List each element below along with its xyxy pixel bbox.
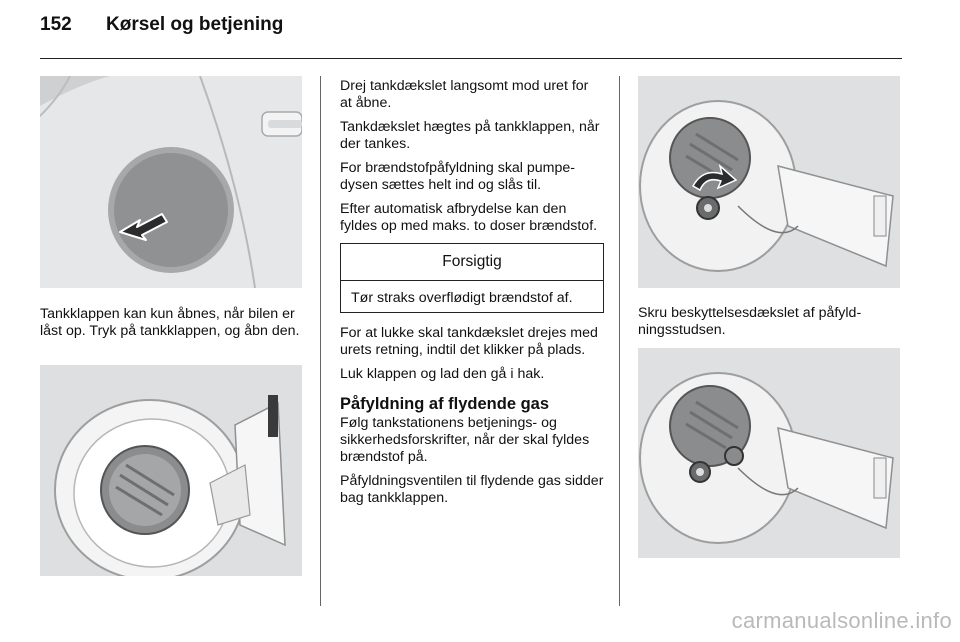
- fuel-flap-open-illustration: [40, 365, 302, 576]
- paragraph-nozzle: For brændstofpåfyldning skal pumpedysen sættes helt ind og slås til.: [340, 160, 576, 193]
- column-1-caption: [40, 306, 306, 347]
- paragraph-close-cap: For at lukke skal tankdækslet drejes med urets retning, indtil det klikker på plads.: [340, 325, 598, 358]
- lpg-valve-illustration: [638, 348, 900, 558]
- paragraph-turn-cap: Drej tankdækslet langsomt mod uret for at åbne.: [340, 78, 589, 111]
- caption-open-flap: Tankklappen kan kun åbnes, når bilen er låst op. Tryk på tankklappen, og åbn den.: [40, 306, 300, 339]
- page-header: [40, 14, 283, 36]
- footer-watermark-logo: carmanualsonline.info: [731, 608, 952, 633]
- header-rule: [40, 58, 902, 59]
- lpg-cap-removal-illustration: [638, 76, 900, 288]
- column-divider-2: [619, 76, 620, 606]
- paragraph-safety-rules: Følg tankstationens betjenings- og sikkerhedsforskrifter, når der skal fyldes brændstof på.: [340, 415, 590, 465]
- paragraph-lpg-valve: Påfyldningsventilen til flydende gas sidder bag tankklappen.: [340, 473, 604, 506]
- page-number: 152: [40, 14, 72, 35]
- caution-title: Forsigtig: [341, 244, 603, 281]
- column-2: [340, 78, 604, 514]
- paragraph-auto-cutoff: Efter automatisk afbrydelse kan den fyldes op med maks. to doser brændstof.: [340, 201, 598, 234]
- caption-unscrew-cap: Skru beskyttelsesdækslet af påfyldningsstudsen.: [638, 305, 862, 338]
- column-3-caption: [638, 305, 902, 346]
- section-heading-lpg: Påfyldning af flydende gas: [340, 395, 550, 413]
- paragraph-close-flap: Luk klappen og lad den gå i hak.: [340, 366, 545, 382]
- paragraph-cap-hooked: Tankdækslet hægtes på tankklappen, når der tankes.: [340, 119, 600, 152]
- page-title: Kørsel og betjening: [106, 14, 284, 35]
- column-divider-1: [320, 76, 321, 606]
- fuel-flap-closed-illustration: [40, 76, 302, 288]
- caution-text: Tør straks overflødigt brændstof af.: [351, 290, 573, 306]
- caution-box: [340, 243, 604, 313]
